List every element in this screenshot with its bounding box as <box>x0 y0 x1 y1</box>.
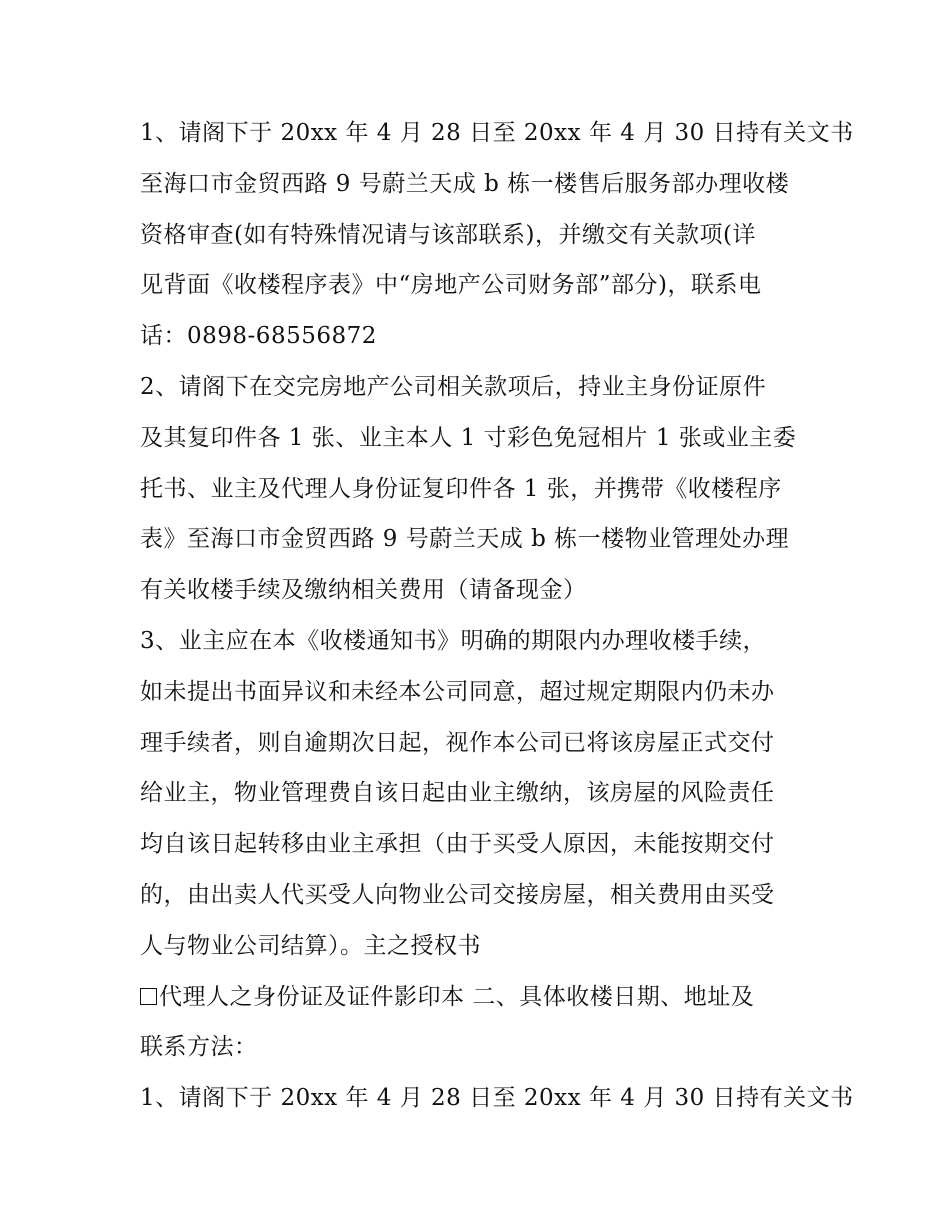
section-2-line-1: 联系方法： <box>140 1034 258 1061</box>
paragraph-2-line-4: 表》至海口市金贸西路 9 号蔚兰天成 b 栋一楼物业管理处办理 <box>140 526 790 553</box>
paragraph-2-line-5: 有关收楼手续及缴纳相关费用（请备现金） <box>140 577 587 604</box>
paragraph-3-line-6: 的，由出卖人代买受人向物业公司交接房屋，相关费用由买受 <box>140 881 775 908</box>
paragraph-3-line-3: 理手续者，则自逾期次日起，视作本公司已将该房屋正式交付 <box>140 729 775 756</box>
section-2-line-2: 1、请阁下于 20xx 年 4 月 28 日至 20xx 年 4 月 30 日持有关文书 <box>140 1085 854 1112</box>
paragraph-3-line-5: 均自该日起转移由业主承担（由于买受人原因，未能按期交付 <box>140 831 775 858</box>
document-body <box>140 108 854 1124</box>
paragraph-3-line-4: 给业主，物业管理费自该日起由业主缴纳，该房屋的风险责任 <box>140 780 775 807</box>
checkbox-line <box>140 972 820 1023</box>
checkbox-icon <box>140 988 157 1005</box>
paragraph-1-line-3: 资格审查(如有特殊情况请与该部联系)，并缴交有关款项(详 <box>140 221 756 248</box>
paragraph-2-line-1: 2、请阁下在交完房地产公司相关款项后，持业主身份证原件 <box>140 373 767 400</box>
paragraph-3-line-2: 如未提出书面异议和未经本公司同意，超过规定期限内仍未办 <box>140 678 775 705</box>
paragraph-1-line-5: 话：0898-68556872 <box>140 323 377 350</box>
checkbox-line-text: 代理人之身份证及证件影印本 二、具体收楼日期、地址及 <box>159 983 755 1010</box>
paragraph-3-line-7: 人与物业公司结算）。主之授权书 <box>140 932 481 959</box>
paragraph-2-line-2: 及其复印件各 1 张、业主本人 1 寸彩色免冠相片 1 张或业主委 <box>140 424 797 451</box>
paragraph-1-line-4: 见背面《收楼程序表》中“房地产公司财务部”部分)，联系电 <box>140 272 762 299</box>
paragraph-3-line-1: 3、业主应在本《收楼通知书》明确的期限内办理收楼手续， <box>140 627 767 654</box>
paragraph-1-line-1: 1、请阁下于 20xx 年 4 月 28 日至 20xx 年 4 月 30 日持有关文书 <box>140 120 854 146</box>
paragraph-1-line-2: 至海口市金贸西路 9 号蔚兰天成 b 栋一楼售后服务部办理收楼 <box>140 170 790 197</box>
paragraph-2-line-3: 托书、业主及代理人身份证复印件各 1 张，并携带《收楼程序 <box>140 475 782 502</box>
